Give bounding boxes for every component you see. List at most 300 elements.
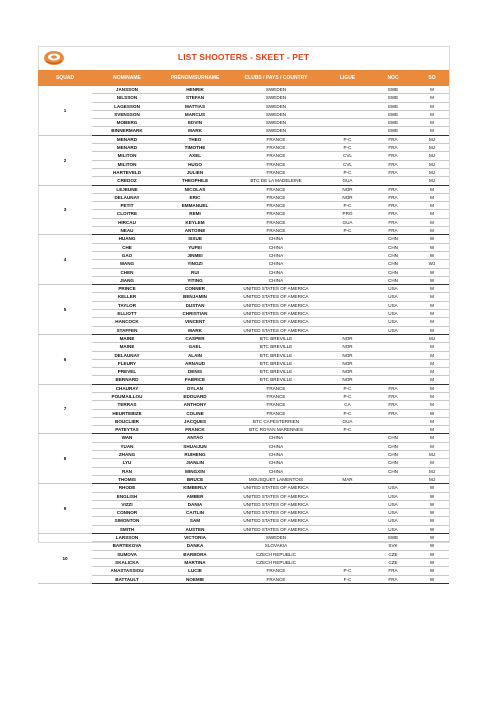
table-row [38, 509, 449, 517]
table-row [38, 343, 449, 351]
shooter-ligue [324, 492, 371, 500]
shooter-ligue: NOR [324, 368, 371, 376]
shooter-ligue [324, 534, 371, 542]
shooter-noc: CHN [371, 235, 415, 243]
shooter-ligue: NOR [324, 343, 371, 351]
shooter-ligue [324, 94, 371, 102]
shooter-club: CHINA [228, 251, 324, 259]
shooter-club: UNITED STATES OF AMERICA [228, 310, 324, 318]
col-ligue: LIGUE [324, 70, 371, 86]
shooter-first-name: YINGZI [162, 260, 228, 268]
shooter-name: SUMOVA [92, 550, 162, 558]
col-noc: NOC [371, 70, 415, 86]
shooter-club: FRANCE [228, 144, 324, 152]
shooter-club: UNITED STATES OF AMERICA [228, 492, 324, 500]
shooter-so: MJ [415, 177, 449, 185]
shooter-first-name: ANTHONY [162, 401, 228, 409]
shooter-noc [371, 359, 415, 367]
shooter-club: BTC BREVILLE [228, 343, 324, 351]
shooter-ligue [324, 442, 371, 450]
shooter-ligue [324, 86, 371, 94]
table-row [38, 525, 449, 533]
shooter-noc: USA [371, 301, 415, 309]
shooter-so: M [415, 218, 449, 226]
shooter-club: FRANCE [228, 218, 324, 226]
table-row [38, 285, 449, 293]
table-row [38, 260, 449, 268]
shooter-noc: FRA [371, 227, 415, 235]
table-row [38, 434, 449, 442]
shooter-club: CHINA [228, 268, 324, 276]
table-row [38, 409, 449, 417]
shooter-name: FLEURY [92, 359, 162, 367]
shooter-first-name: GAEL [162, 343, 228, 351]
shooter-so: M [415, 392, 449, 400]
shooter-club: UNITED STATES OF AMERICA [228, 285, 324, 293]
table-row [38, 392, 449, 400]
shooter-name: HARTEVELD [92, 168, 162, 176]
shooter-noc: USA [371, 492, 415, 500]
shooter-noc: CHN [371, 243, 415, 251]
table-header-row [38, 70, 449, 86]
shooter-first-name: MARK [162, 127, 228, 135]
shooter-first-name: VINCENT [162, 318, 228, 326]
page-title: LIST SHOOTERS - SKEET - PET [177, 52, 310, 62]
shooter-club: FRANCE [228, 567, 324, 575]
col-club: CLUBS / PAYS / COUNTRY [228, 70, 324, 86]
table-row [38, 334, 449, 342]
shooter-ligue [324, 285, 371, 293]
shooter-first-name: EDOUARD [162, 392, 228, 400]
shooter-name: WAN [92, 434, 162, 442]
shooter-club: UNITED STATES OF AMERICA [228, 301, 324, 309]
squad-number: 5 [38, 285, 92, 335]
shooter-first-name: EDVIN [162, 119, 228, 127]
shooter-name: SMITH [92, 525, 162, 533]
shooter-first-name: EMMANUEL [162, 202, 228, 210]
shooter-club: CHINA [228, 235, 324, 243]
shooter-so: M [415, 110, 449, 118]
shooter-noc: USA [371, 318, 415, 326]
table-row [38, 94, 449, 102]
shooter-first-name: SIXUE [162, 235, 228, 243]
shooter-first-name: JIANLIN [162, 459, 228, 467]
shooter-so: M [415, 343, 449, 351]
shooter-club: UNITED STATES OF AMERICA [228, 509, 324, 517]
shooter-first-name: HENRIK [162, 86, 228, 94]
shooter-so: W [415, 268, 449, 276]
table-row [38, 218, 449, 226]
shooter-ligue: MAR [324, 475, 371, 483]
shooter-so: MJ [415, 144, 449, 152]
squad-number: 2 [38, 135, 92, 185]
shooter-ligue [324, 260, 371, 268]
table-row [38, 152, 449, 160]
table-row [38, 467, 449, 475]
shooter-club: SLOVAKIA [228, 542, 324, 550]
shooter-name: CHE [92, 243, 162, 251]
shooter-noc [371, 426, 415, 434]
shooter-so: W [415, 509, 449, 517]
shooter-name: KELLER [92, 293, 162, 301]
shooter-first-name: THEOPHILE [162, 177, 228, 185]
shooter-club: CHINA [228, 459, 324, 467]
shooter-club: BTC BREVILLE [228, 351, 324, 359]
shooter-ligue: P-C [324, 384, 371, 392]
shooter-ligue: GUA [324, 218, 371, 226]
shooter-club: CHINA [228, 276, 324, 284]
shooter-noc: FRA [371, 135, 415, 143]
table-row [38, 426, 449, 434]
table-row [38, 326, 449, 334]
table-row [38, 144, 449, 152]
shooter-noc [371, 334, 415, 342]
shooter-so: W [415, 492, 449, 500]
shooter-ligue: PRO [324, 210, 371, 218]
shooter-first-name: MARTINA [162, 558, 228, 566]
shooter-club: FRANCE [228, 384, 324, 392]
shooter-so: MJ [415, 135, 449, 143]
shooter-ligue [324, 558, 371, 566]
table-row [38, 368, 449, 376]
shooter-so: M [415, 202, 449, 210]
squad-number: 10 [38, 534, 92, 584]
shooter-club: CHINA [228, 442, 324, 450]
shooter-club: UNITED STATES OF AMERICA [228, 500, 324, 508]
shooter-name: LAGESSON [92, 102, 162, 110]
shooter-noc [371, 368, 415, 376]
shooter-name: PETIT [92, 202, 162, 210]
shooter-club: UNITED STATES OF AMERICA [228, 484, 324, 492]
shooter-first-name: ALAIN [162, 351, 228, 359]
shooter-first-name: YUFEI [162, 243, 228, 251]
shooter-name: MENARD [92, 144, 162, 152]
shooter-so: M [415, 119, 449, 127]
shooter-name: PRINCE [92, 285, 162, 293]
shooter-first-name: CONNER [162, 285, 228, 293]
table-row [38, 417, 449, 425]
shooter-so: MJ [415, 467, 449, 475]
col-squad: SQUAD [38, 70, 92, 86]
shooter-club: SWEDEN [228, 127, 324, 135]
table-row [38, 301, 449, 309]
table-row [38, 243, 449, 251]
shooter-so: W [415, 550, 449, 558]
shooter-so: M [415, 442, 449, 450]
shooter-first-name: ARNAUD [162, 359, 228, 367]
shooter-club: FRANCE [228, 185, 324, 193]
shooter-so: MJ [415, 152, 449, 160]
table-row [38, 500, 449, 508]
shooter-name: HANCOCK [92, 318, 162, 326]
shooter-club: BTC CAPESTERRIEN [228, 417, 324, 425]
shooter-name: NEAU [92, 227, 162, 235]
shooter-so: M [415, 301, 449, 309]
shooter-noc: FRA [371, 401, 415, 409]
shooter-ligue [324, 509, 371, 517]
shooter-noc: FRA [371, 567, 415, 575]
shooter-name: CLOITRE [92, 210, 162, 218]
squad-number: 3 [38, 185, 92, 235]
table-row [38, 177, 449, 185]
shooter-name: CHAURAY [92, 384, 162, 392]
table-row [38, 567, 449, 575]
shooter-noc: CHN [371, 442, 415, 450]
shooter-so: W [415, 243, 449, 251]
shooter-first-name: STEFAN [162, 94, 228, 102]
shooter-so: W [415, 575, 449, 583]
shooter-club: MOUSQUET LAMENTOIS [228, 475, 324, 483]
shooter-name: SVENSSON [92, 110, 162, 118]
shooter-club: FRANCE [228, 152, 324, 160]
shooter-noc [371, 343, 415, 351]
shooter-name: ENGLISH [92, 492, 162, 500]
shooter-ligue [324, 318, 371, 326]
shooter-ligue [324, 235, 371, 243]
shooter-ligue [324, 550, 371, 558]
shooter-first-name: DENIS [162, 368, 228, 376]
shooter-so: M [415, 434, 449, 442]
table-row [38, 442, 449, 450]
shooter-club: BTC BREVILLE [228, 368, 324, 376]
table-row [38, 542, 449, 550]
shooter-noc: USA [371, 509, 415, 517]
shooter-noc: FRA [371, 193, 415, 201]
shooter-so: MJ [415, 475, 449, 483]
shooter-first-name: THEO [162, 135, 228, 143]
shooter-first-name: YITING [162, 276, 228, 284]
shooter-ligue: NOR [324, 351, 371, 359]
table-row [38, 210, 449, 218]
col-first-name: PRÉNOM/SURNAME [162, 70, 228, 86]
squad-number: 9 [38, 484, 92, 534]
shooter-name: STAFFEN [92, 326, 162, 334]
shooter-name: ELLIOTT [92, 310, 162, 318]
shooter-first-name: JULIEN [162, 168, 228, 176]
shooter-first-name: SAM [162, 517, 228, 525]
shooter-name: MOBERG [92, 119, 162, 127]
shooter-ligue [324, 500, 371, 508]
shooter-noc: CHN [371, 260, 415, 268]
shooter-first-name: MARK [162, 326, 228, 334]
shooter-ligue [324, 293, 371, 301]
table-row [38, 268, 449, 276]
document-header [38, 46, 449, 70]
shooter-name: MILITON [92, 152, 162, 160]
shooter-first-name: COLINE [162, 409, 228, 417]
shooter-ligue: NOR [324, 359, 371, 367]
shooter-ligue [324, 243, 371, 251]
shooter-so: M [415, 417, 449, 425]
shooter-name: SKALICKA [92, 558, 162, 566]
table-row [38, 86, 449, 94]
shooter-so: W [415, 235, 449, 243]
shooter-club: BTC DE LA MADELEINE [228, 177, 324, 185]
shooter-ligue: P-C [324, 144, 371, 152]
table-row [38, 534, 449, 542]
shooter-name: ANASTASSIOU [92, 567, 162, 575]
shooter-noc: CHN [371, 268, 415, 276]
shooter-name: CONNOR [92, 509, 162, 517]
shooter-name: MILITON [92, 160, 162, 168]
table-row [38, 276, 449, 284]
shooter-name: MAINE [92, 343, 162, 351]
shooter-first-name: DYLAN [162, 384, 228, 392]
shooter-so: M [415, 351, 449, 359]
shooter-so: M [415, 401, 449, 409]
table-row [38, 484, 449, 492]
shooter-so: M [415, 359, 449, 367]
shooter-ligue: NOR [324, 376, 371, 384]
shooter-so: MJ [415, 451, 449, 459]
shooter-ligue: NOR [324, 185, 371, 193]
shooter-name: HEURTEBIZE [92, 409, 162, 417]
shooter-name: HUANG [92, 235, 162, 243]
shooter-noc [371, 417, 415, 425]
shooter-noc [371, 475, 415, 483]
shooter-club: FRANCE [228, 401, 324, 409]
shooter-so: W [415, 484, 449, 492]
table-row [38, 376, 449, 384]
shooter-noc: FRA [371, 392, 415, 400]
shooter-club: UNITED STATES OF AMERICA [228, 525, 324, 533]
shooter-so: M [415, 86, 449, 94]
shooter-so: WJ [415, 260, 449, 268]
shooter-noc: CHN [371, 251, 415, 259]
shooter-noc: FRA [371, 202, 415, 210]
shooter-first-name: CASPER [162, 334, 228, 342]
shooter-ligue [324, 268, 371, 276]
shooter-name: MAINE [92, 334, 162, 342]
table-row [38, 127, 449, 135]
shooter-first-name: ANTAO [162, 434, 228, 442]
shooter-name: BERNARD [92, 376, 162, 384]
shooter-name: DELAUNAY [92, 193, 162, 201]
shooter-first-name: MATTIAS [162, 102, 228, 110]
shooter-first-name: NOEMIE [162, 575, 228, 583]
shooter-so: W [415, 276, 449, 284]
shooter-first-name: BRUCE [162, 475, 228, 483]
shooter-noc: USA [371, 293, 415, 301]
shooter-ligue: NOR [324, 334, 371, 342]
shooter-ligue: CA [324, 401, 371, 409]
shooter-ligue: F-C [324, 575, 371, 583]
shooter-ligue [324, 310, 371, 318]
shooter-noc: SWE [371, 86, 415, 94]
shooter-so: M [415, 426, 449, 434]
shooter-ligue [324, 301, 371, 309]
shooter-noc: SWE [371, 534, 415, 542]
shooter-name: BOUCLIER [92, 417, 162, 425]
table-row [38, 193, 449, 201]
shooter-ligue: GUA [324, 417, 371, 425]
shooter-first-name: CAITLIN [162, 509, 228, 517]
shooter-noc: USA [371, 285, 415, 293]
shooter-name: MENARD [92, 135, 162, 143]
shooter-ligue [324, 451, 371, 459]
shooter-ligue [324, 119, 371, 127]
shooter-first-name: ERIC [162, 193, 228, 201]
shooter-first-name: NICOLAS [162, 185, 228, 193]
shooter-club: FRANCE [228, 160, 324, 168]
shooter-first-name: MARCUS [162, 110, 228, 118]
shooter-so: M [415, 293, 449, 301]
shooter-club: UNITED STATES OF AMERICA [228, 326, 324, 334]
shooter-club: FRANCE [228, 193, 324, 201]
shooter-so: W [415, 534, 449, 542]
shooter-noc: CHN [371, 467, 415, 475]
shooter-club: BTC BREVILLE [228, 376, 324, 384]
shooter-ligue: CVL [324, 160, 371, 168]
shooter-noc: FRA [371, 160, 415, 168]
shooter-club: UNITED STATES OF AMERICA [228, 318, 324, 326]
table-row [38, 359, 449, 367]
squad-number: 6 [38, 334, 92, 384]
shooter-first-name: TIMOTHE [162, 144, 228, 152]
shooter-noc [371, 177, 415, 185]
shooter-noc [371, 376, 415, 384]
shooter-name: BATTAULT [92, 575, 162, 583]
shooter-first-name: HUGO [162, 160, 228, 168]
shooter-name: DELAUNAY [92, 351, 162, 359]
shooter-noc: SWE [371, 94, 415, 102]
shooter-so: M [415, 185, 449, 193]
shooter-club: FRANCE [228, 168, 324, 176]
shooter-first-name: CHRISTIAN [162, 310, 228, 318]
table-row [38, 160, 449, 168]
shooter-so: M [415, 310, 449, 318]
shooter-ligue: P-C [324, 392, 371, 400]
col-name: NOM/NAME [92, 70, 162, 86]
shooter-so: W [415, 500, 449, 508]
shooter-so: W [415, 251, 449, 259]
shooter-noc: USA [371, 484, 415, 492]
table-row [38, 384, 449, 392]
shooter-first-name: SHUAIJUN [162, 442, 228, 450]
shooter-name: PREVEL [92, 368, 162, 376]
shooter-first-name: LUCIE [162, 567, 228, 575]
shooter-name: WANG [92, 260, 162, 268]
shooter-noc: FRA [371, 575, 415, 583]
shooter-so: W [415, 517, 449, 525]
shooter-ligue [324, 484, 371, 492]
shooter-club: FRANCE [228, 135, 324, 143]
squad-number: 1 [38, 86, 92, 135]
shooter-noc: USA [371, 517, 415, 525]
shooter-noc: FRA [371, 210, 415, 218]
table-row [38, 318, 449, 326]
shooter-club: SWEDEN [228, 94, 324, 102]
shooter-noc: USA [371, 310, 415, 318]
table-row [38, 119, 449, 127]
shooter-first-name: DUSTAN [162, 301, 228, 309]
shooter-ligue: GUA [324, 177, 371, 185]
shooter-club: UNITED STATES OF AMERICA [228, 517, 324, 525]
shooter-first-name: RUI [162, 268, 228, 276]
shooter-name: RAN [92, 467, 162, 475]
table-row [38, 517, 449, 525]
shooter-name: VIZZI [92, 500, 162, 508]
shooter-noc: SWE [371, 102, 415, 110]
shooter-noc: CZE [371, 550, 415, 558]
shooter-first-name: FABRICE [162, 376, 228, 384]
shooter-name: CHEN [92, 268, 162, 276]
shooter-noc: CHN [371, 459, 415, 467]
shooter-club: FRANCE [228, 227, 324, 235]
shooter-ligue [324, 467, 371, 475]
shooter-ligue [324, 434, 371, 442]
shooter-club: CZECH REPUBLIC [228, 550, 324, 558]
